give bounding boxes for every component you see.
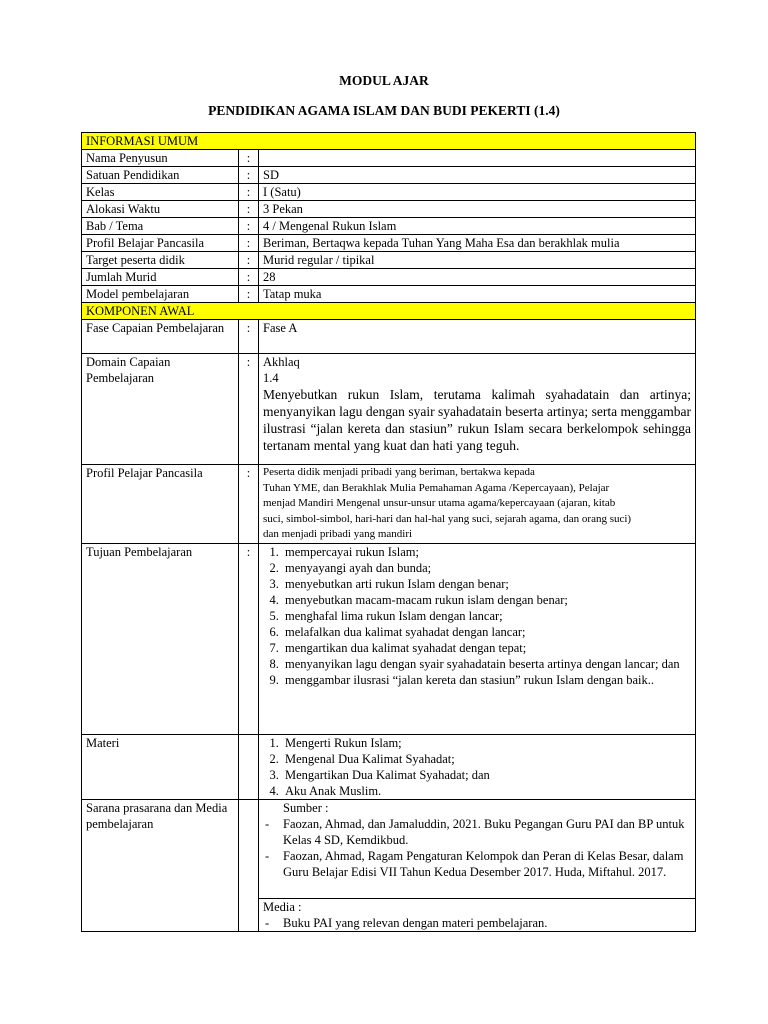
row-colon: :	[239, 354, 259, 465]
row-colon: :	[239, 465, 259, 544]
row-fase	[82, 320, 696, 354]
profil-line: dan menjadi pribadi yang mandiri	[263, 528, 413, 540]
domain-name: Akhlaq	[263, 355, 300, 369]
row-colon: :	[239, 167, 259, 184]
row-value	[259, 465, 696, 544]
row-value: Murid regular / tipikal	[259, 252, 696, 269]
info-row	[82, 218, 696, 235]
module-table	[81, 132, 696, 932]
profil-line: Peserta didik menjadi pribadi yang beriman, bertakwa kepada	[263, 466, 535, 478]
section-header-label: INFORMASI UMUM	[82, 133, 696, 150]
row-value: 4 / Mengenal Rukun Islam	[259, 218, 696, 235]
list-item: 2. Mengenal Dua Kalimat Syahadat;	[282, 751, 691, 767]
row-colon: :	[239, 235, 259, 252]
list-item: 1. mempercayai rukun Islam;	[282, 544, 691, 560]
row-label: Profil Belajar Pancasila	[82, 235, 239, 252]
row-value: Tatap muka	[259, 286, 696, 303]
sumber-list	[263, 816, 691, 880]
row-colon: :	[239, 184, 259, 201]
row-label: Materi	[82, 734, 239, 799]
row-value	[259, 543, 696, 734]
section-header-komponen-awal	[82, 303, 696, 320]
row-label: Target peserta didik	[82, 252, 239, 269]
row-label: Sarana prasarana dan Media pembelajaran	[82, 799, 239, 931]
row-label: Jumlah Murid	[82, 269, 239, 286]
list-item: 3. menyebutkan arti rukun Islam dengan benar;	[282, 576, 691, 592]
row-value: Beriman, Bertaqwa kepada Tuhan Yang Maha Esa dan berakhlak mulia	[259, 235, 696, 252]
sumber-heading: Sumber :	[283, 800, 329, 815]
row-colon: :	[239, 269, 259, 286]
list-item: 4. Aku Anak Muslim.	[282, 783, 691, 799]
row-colon: :	[239, 286, 259, 303]
row-colon: :	[239, 320, 259, 354]
media-list	[263, 915, 691, 931]
row-value: I (Satu)	[259, 184, 696, 201]
row-label: Kelas	[82, 184, 239, 201]
row-value	[259, 354, 696, 465]
row-label: Tujuan Pembelajaran	[82, 543, 239, 734]
materi-list	[263, 735, 691, 799]
row-label: Profil Pelajar Pancasila	[82, 465, 239, 544]
row-label: Model pembelajaran	[82, 286, 239, 303]
row-value	[259, 799, 696, 898]
list-item: 4. menyebutkan macam-macam rukun islam dengan benar;	[282, 592, 691, 608]
row-label: Domain Capaian Pembelajaran	[82, 354, 239, 465]
list-item: 7. mengartikan dua kalimat syahadat dengan tepat;	[282, 640, 691, 656]
tujuan-list	[263, 544, 691, 688]
profil-line: suci, simbol-simbol, hari-hari dan hal-hal yang suci, sejarah agama, dan orang suci)	[263, 512, 632, 525]
row-colon	[239, 799, 259, 931]
row-profil	[82, 465, 696, 544]
row-domain	[82, 354, 696, 465]
list-item: 8. menyanyikan lagu dengan syair syahadatain beserta artinya dengan lancar; dan	[282, 656, 691, 672]
info-row	[82, 184, 696, 201]
row-label: Alokasi Waktu	[82, 201, 239, 218]
row-colon: :	[239, 150, 259, 167]
profil-line: menjad Mandiri Mengenal unsur-unsur utama agama/kepercayaan (ajaran, kitab	[263, 497, 616, 509]
document-subtitle: PENDIDIKAN AGAMA ISLAM DAN BUDI PEKERTI (1.4)	[208, 103, 560, 118]
section-header-informasi-umum	[82, 133, 696, 150]
row-materi	[82, 734, 696, 799]
list-item: - Buku PAI yang relevan dengan materi pembelajaran.	[263, 915, 691, 931]
info-row	[82, 201, 696, 218]
info-row	[82, 269, 696, 286]
media-heading: Media :	[263, 899, 302, 914]
list-item: 6. melafalkan dua kalimat syahadat dengan lancar;	[282, 624, 691, 640]
row-colon: :	[239, 543, 259, 734]
row-colon	[239, 734, 259, 799]
list-item: - Faozan, Ahmad, dan Jamaluddin, 2021. Buku Pegangan Guru PAI dan BP untuk Kelas 4 SD, Kemdikbud.	[263, 816, 691, 848]
row-value	[259, 734, 696, 799]
list-item: 9. menggambar ilusrasi “jalan kereta dan stasiun” rukun Islam dengan baik..	[282, 672, 691, 688]
domain-description: Menyebutkan rukun Islam, terutama kalimah syahadatain dan artinya; menyanyikan lagu dengan syair syahadatain beserta artinya; serta menggambar ilustrasi “jalan kereta dan stasiun” rukun Islam secara berkelompok sehingga tertanam mental yang kuat dan hati yang teguh.	[263, 387, 691, 453]
row-colon: :	[239, 201, 259, 218]
list-item: 2. menyayangi ayah dan bunda;	[282, 560, 691, 576]
row-label: Fase Capaian Pembelajaran	[82, 320, 239, 354]
row-value	[259, 898, 696, 931]
list-item: 5. menghafal lima rukun Islam dengan lancar;	[282, 608, 691, 624]
row-label: Nama Penyusun	[82, 150, 239, 167]
domain-code: 1.4	[263, 371, 279, 385]
row-value: SD	[259, 167, 696, 184]
row-label: Bab / Tema	[82, 218, 239, 235]
row-value: 28	[259, 269, 696, 286]
info-row	[82, 150, 696, 167]
row-label: Satuan Pendidikan	[82, 167, 239, 184]
list-item: 1. Mengerti Rukun Islam;	[282, 735, 691, 751]
info-row	[82, 235, 696, 252]
section-header-label: KOMPONEN AWAL	[82, 303, 696, 320]
row-tujuan	[82, 543, 696, 734]
row-colon: :	[239, 218, 259, 235]
list-item: - Faozan, Ahmad, Ragam Pengaturan Kelompok dan Peran di Kelas Besar, dalam Guru Belajar Edisi VII Tahun Kedua Desember 2017. Huda, Miftahul. 2017.	[263, 848, 691, 880]
document-title: MODUL AJAR	[339, 73, 429, 88]
info-row	[82, 252, 696, 269]
row-value: Fase A	[259, 320, 696, 354]
list-item: 3. Mengartikan Dua Kalimat Syahadat; dan	[282, 767, 691, 783]
info-row	[82, 167, 696, 184]
info-row	[82, 286, 696, 303]
row-value	[259, 150, 696, 167]
row-value: 3 Pekan	[259, 201, 696, 218]
profil-line: Tuhan YME, dan Berakhlak Mulia Pemahaman Agama /Kepercayaan), Pelajar	[263, 481, 610, 494]
row-sarana-sumber	[82, 799, 696, 898]
row-colon: :	[239, 252, 259, 269]
